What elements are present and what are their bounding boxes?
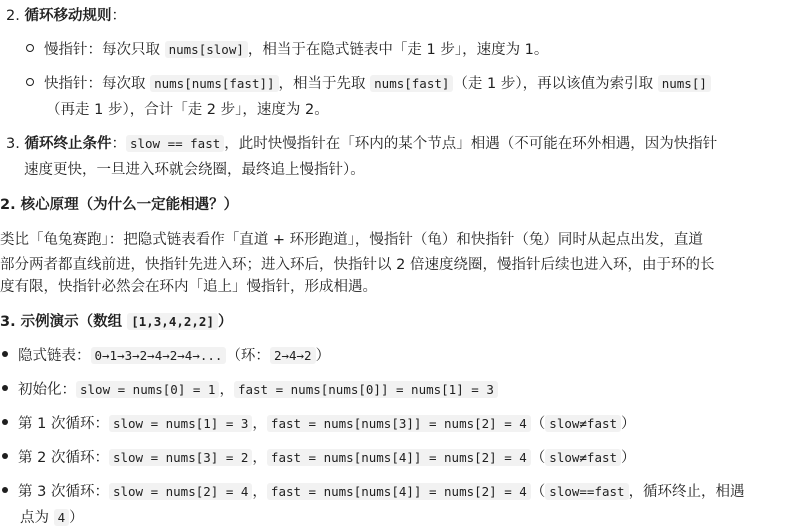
inline-code: slow≠fast bbox=[545, 449, 621, 466]
list-text: ） bbox=[621, 450, 636, 466]
fast-rule-label: 快指针：每次取 bbox=[44, 76, 151, 92]
list-text: ，循环终止，相遇 bbox=[628, 484, 745, 500]
dot-bullet bbox=[2, 351, 8, 357]
list-label: 隐式链表： bbox=[18, 348, 91, 364]
section-heading-example bbox=[0, 312, 233, 332]
inline-code: nums[nums[fast]] bbox=[150, 75, 278, 92]
section-heading-principle: 2. 核心原理（为什么一定能相遇？） bbox=[0, 197, 239, 213]
heading-text: ） bbox=[218, 314, 233, 330]
circle-bullet bbox=[26, 44, 34, 52]
dot-bullet bbox=[2, 385, 8, 391]
colon: ： bbox=[111, 8, 126, 24]
list-number: 3. bbox=[6, 136, 20, 152]
list-text: ） bbox=[315, 348, 331, 364]
paragraph-line: 度有限，快指针必然会在环内「追上」慢指针，形成相遇。 bbox=[0, 279, 377, 295]
inline-code: nums[fast] bbox=[370, 75, 453, 92]
list-label: 第 1 次循环： bbox=[18, 416, 109, 432]
rule-text: ，此时快慢指针在「环内的某个节点」相遇（不可能在环外相遇，因为快指针 bbox=[224, 136, 718, 152]
inline-code: fast = nums[nums[0]] = nums[1] = 3 bbox=[234, 381, 498, 398]
list-text: （ bbox=[530, 416, 546, 432]
dot-bullet bbox=[2, 419, 8, 425]
paragraph-line: 类比「龟兔赛跑」：把隐式链表看作「直道 + 环形跑道」，慢指针（龟）和快指针（兔）同时从起点出发，直道 bbox=[0, 232, 703, 248]
list-item bbox=[2, 414, 636, 434]
heading-text: 3. 示例演示（数组 bbox=[0, 314, 128, 330]
rule-item-3 bbox=[6, 134, 717, 154]
rule-item-3-continued bbox=[24, 160, 365, 180]
inline-code: slow==fast bbox=[545, 483, 628, 500]
list-item bbox=[2, 380, 498, 400]
inline-code: slow = nums[0] = 1 bbox=[76, 381, 219, 398]
inline-code: [1,3,4,2,2] bbox=[127, 313, 218, 330]
rule-item-2 bbox=[6, 6, 126, 26]
colon: ： bbox=[111, 136, 126, 152]
dot-bullet bbox=[2, 453, 8, 459]
list-item bbox=[2, 448, 636, 468]
rule-title: 循环移动规则 bbox=[24, 8, 112, 24]
list-text: ） bbox=[69, 510, 84, 526]
list-text: ） bbox=[621, 416, 636, 432]
circle-bullet bbox=[26, 78, 34, 86]
paragraph-line: 部分两者都直线前进，快指针先进入环；进入环后，快指针以 2 倍速度绕圈，慢指针后续也进入环，由于环的长 bbox=[0, 257, 715, 273]
list-item-continued bbox=[20, 508, 84, 528]
list-label: 初始化： bbox=[18, 382, 76, 398]
list-text: ， bbox=[252, 416, 267, 432]
inline-code: 2→4→2 bbox=[270, 347, 316, 364]
inline-code: slow≠fast bbox=[545, 415, 621, 432]
rule-text: 速度更快，一旦进入环就会绕圈，最终追上慢指针）。 bbox=[24, 162, 365, 178]
list-text: （ bbox=[530, 484, 546, 500]
list-number: 2. bbox=[6, 8, 20, 24]
inline-code: fast = nums[nums[4]] = nums[2] = 4 bbox=[267, 449, 531, 466]
slow-rule-text: ，相当于在隐式链表中「走 1 步」，速度为 1。 bbox=[247, 42, 549, 58]
inline-code: slow = nums[2] = 4 bbox=[109, 483, 252, 500]
fast-rule-text: （走 1 步），再以该值为索引取 bbox=[453, 76, 658, 92]
slow-rule-label: 慢指针：每次只取 bbox=[44, 42, 165, 58]
list-text: 点为 bbox=[20, 510, 54, 526]
list-item bbox=[2, 482, 745, 502]
inline-code: fast = nums[nums[4]] = nums[2] = 4 bbox=[267, 483, 531, 500]
inline-code: fast = nums[nums[3]] = nums[2] = 4 bbox=[267, 415, 531, 432]
inline-code: slow == fast bbox=[126, 135, 224, 152]
list-label: 第 3 次循环： bbox=[18, 484, 109, 500]
list-label: 第 2 次循环： bbox=[18, 450, 109, 466]
inline-code: 0→1→3→2→4→2→4→... bbox=[91, 347, 227, 364]
inline-code: slow = nums[1] = 3 bbox=[109, 415, 252, 432]
fast-rule bbox=[26, 74, 711, 94]
list-item bbox=[2, 346, 330, 366]
inline-code: nums[slow] bbox=[165, 41, 248, 58]
list-text: ， bbox=[252, 484, 267, 500]
fast-rule-text: （再走 1 步），合计「走 2 步」，速度为 2。 bbox=[46, 102, 329, 118]
list-text: （ bbox=[530, 450, 546, 466]
inline-code: nums[] bbox=[658, 75, 711, 92]
inline-code: 4 bbox=[54, 509, 70, 526]
slow-rule bbox=[26, 40, 548, 60]
list-text: ， bbox=[252, 450, 267, 466]
list-text: ， bbox=[219, 382, 234, 398]
list-text: （环： bbox=[226, 348, 270, 364]
rule-title: 循环终止条件 bbox=[24, 136, 112, 152]
fast-rule-text: ，相当于先取 bbox=[278, 76, 371, 92]
fast-rule-continued bbox=[46, 100, 329, 120]
dot-bullet bbox=[2, 487, 8, 493]
inline-code: slow = nums[3] = 2 bbox=[109, 449, 252, 466]
